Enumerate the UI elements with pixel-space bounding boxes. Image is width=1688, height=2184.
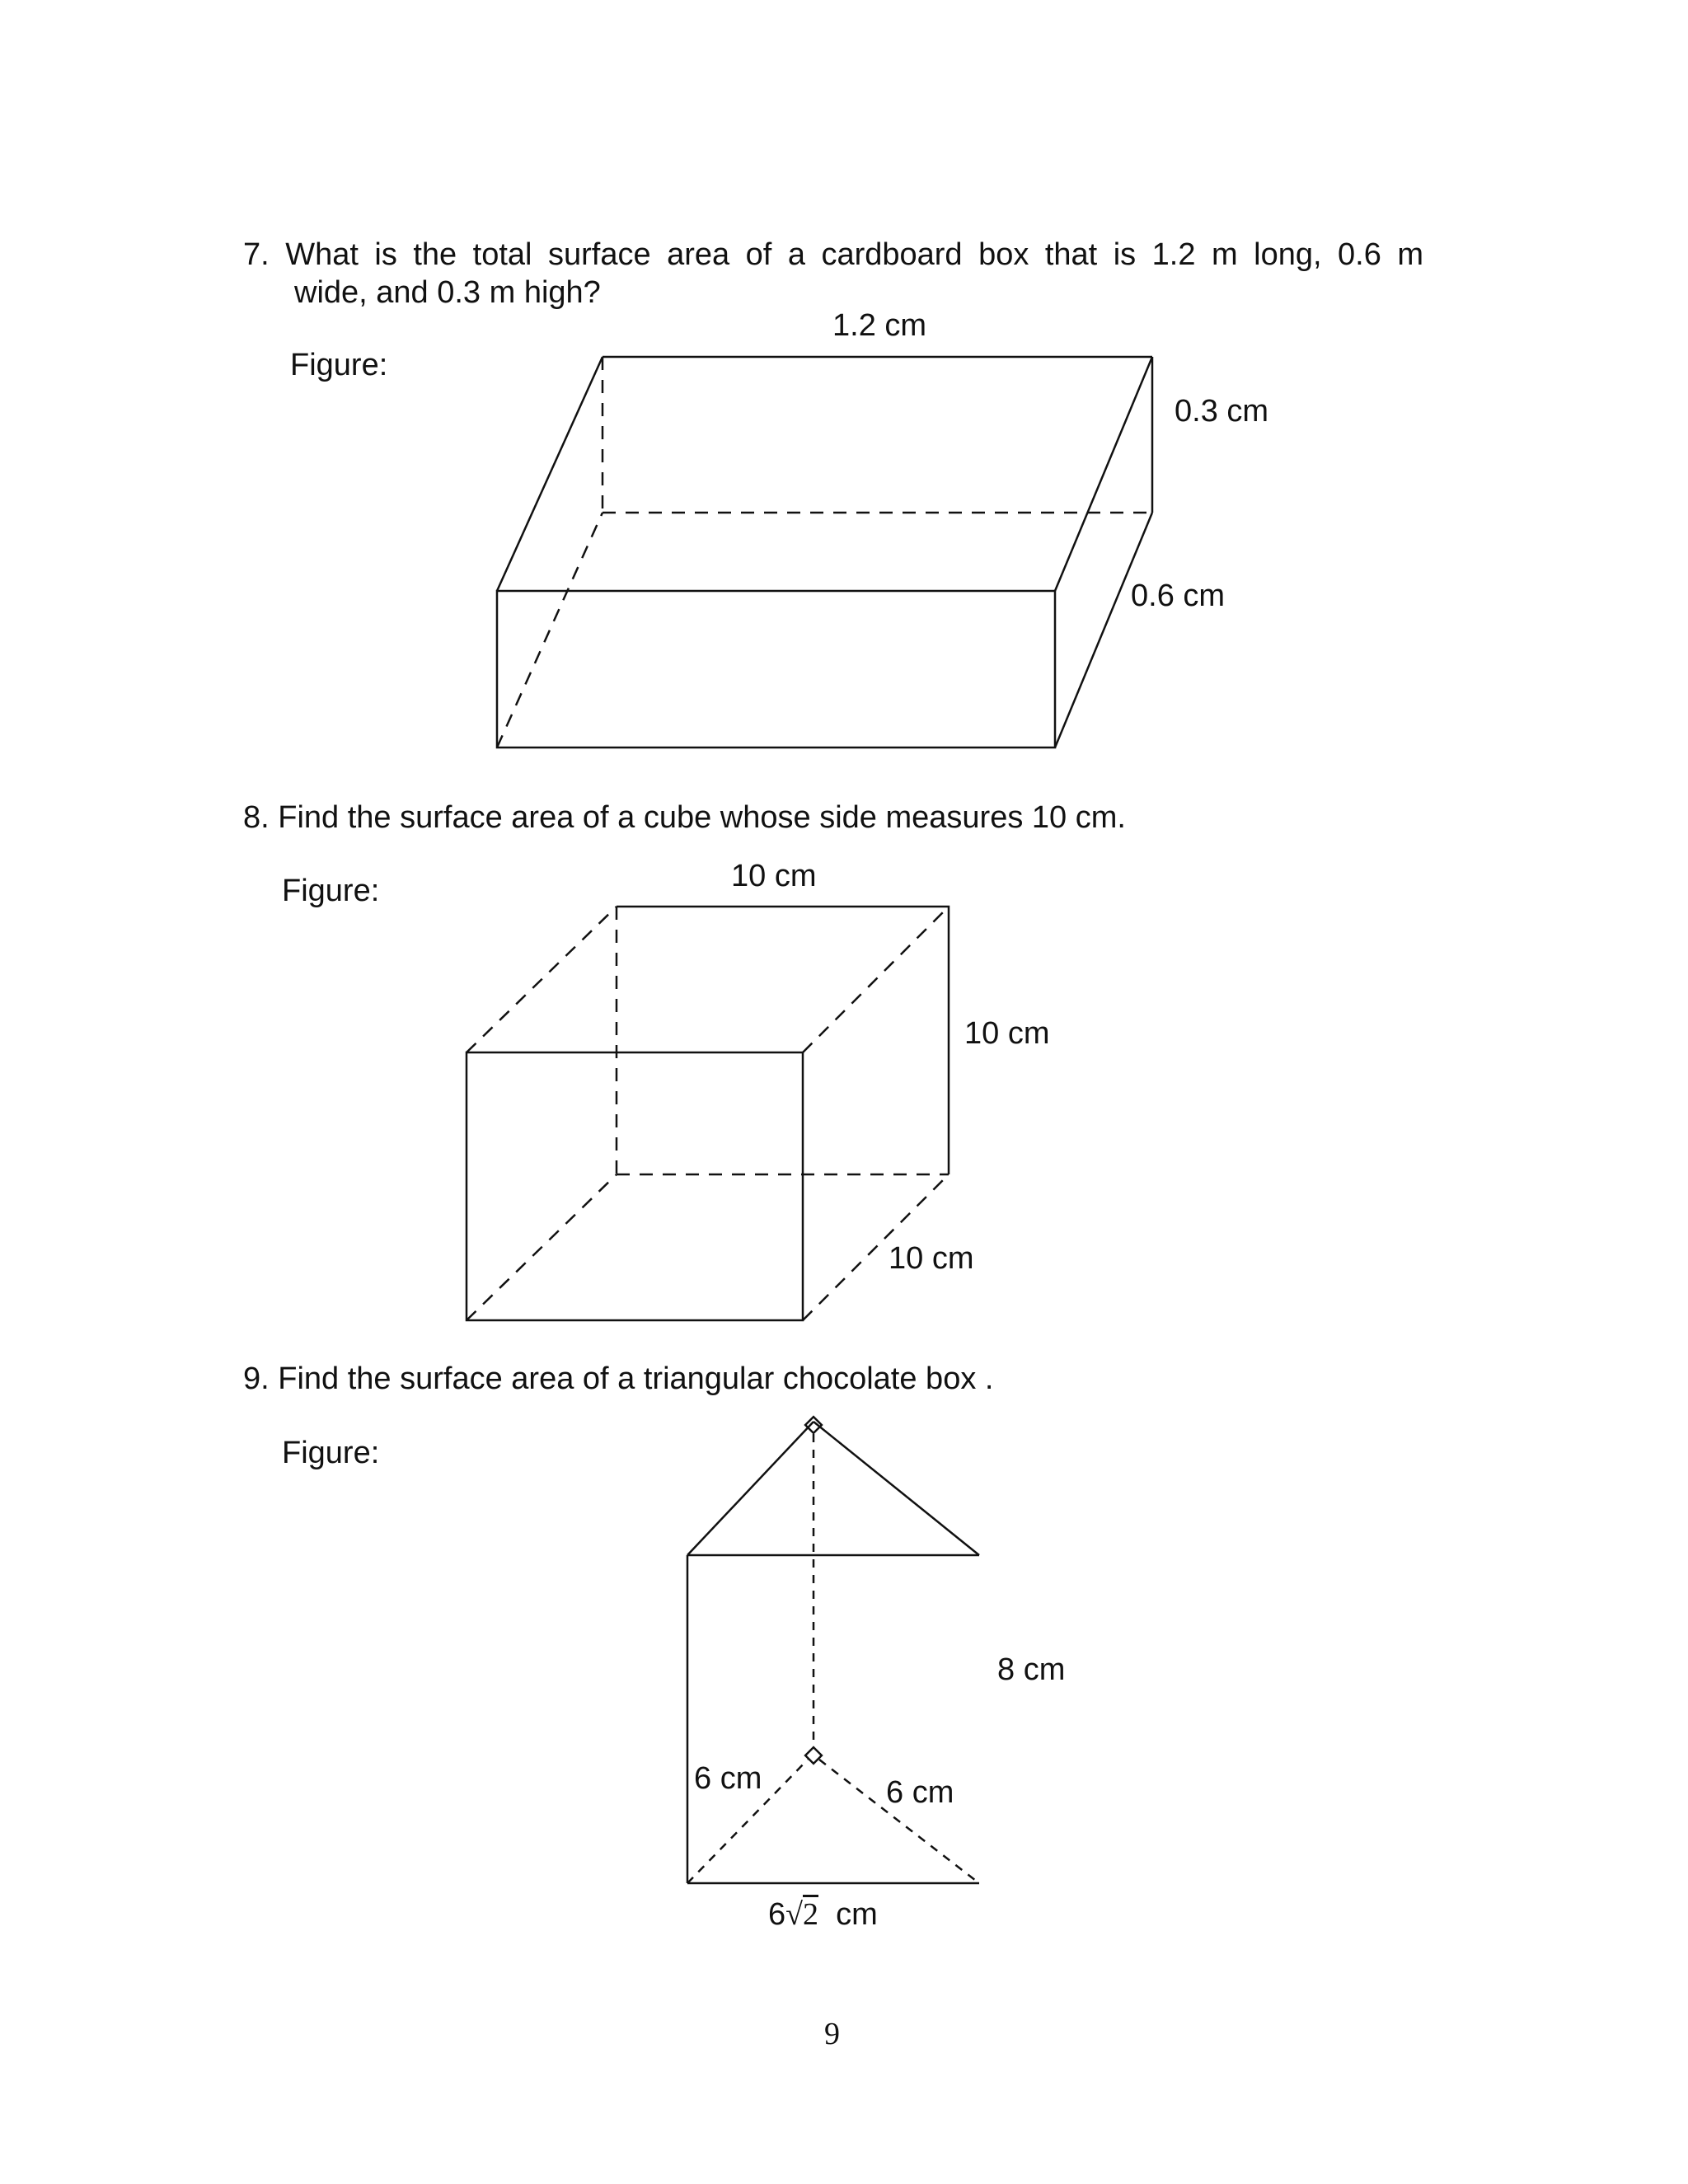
box-edge-top-left <box>497 357 603 591</box>
prism-top-left-edge <box>687 1422 814 1555</box>
question-8-figure-label: Figure: <box>282 874 380 908</box>
cube-back-edges <box>617 907 949 1174</box>
cube-depth-label: 10 cm <box>889 1241 974 1276</box>
cube-top-label: 10 cm <box>731 859 817 893</box>
box-height-label: 0.3 cm <box>1175 394 1269 429</box>
question-7-number: 7. <box>243 237 270 272</box>
prism-leg-left-label: 6 cm <box>694 1761 762 1796</box>
question-8-number: 8. <box>243 800 270 835</box>
question-7-text-line2: wide, and 0.3 m high? <box>294 275 601 310</box>
prism-hidden-edges <box>687 1434 979 1883</box>
prism-base-unit: cm <box>836 1897 878 1932</box>
box-length-label: 1.2 cm <box>832 308 927 343</box>
prism-height-label: 8 cm <box>997 1652 1066 1687</box>
prism-base-radicand: 2 <box>803 1897 818 1932</box>
box-front-face <box>497 591 1055 748</box>
cube-right-label: 10 cm <box>964 1016 1050 1051</box>
cube-front-face <box>467 1052 803 1320</box>
cube-hidden-edges <box>467 907 949 1320</box>
box-width-label: 0.6 cm <box>1131 579 1226 613</box>
question-7-text: What is the total surface area of a cardboard box that is 1.2 m long, 0.6 m <box>285 237 1423 272</box>
box-edge-bottom-right <box>1055 513 1152 748</box>
question-9-number: 9. <box>243 1361 270 1396</box>
right-angle-marker-bottom <box>805 1747 822 1764</box>
figure-cube <box>467 907 949 1320</box>
question-9-text: Find the surface area of a triangular chocolate box . <box>278 1361 994 1396</box>
sqrt-symbol: √ <box>785 1897 803 1932</box>
figure-box <box>497 357 1152 748</box>
prism-leg-right-label: 6 cm <box>886 1775 954 1810</box>
prism-top-right-edge <box>814 1422 979 1555</box>
page-number: 9 <box>824 2017 840 2051</box>
question-7-figure-label: Figure: <box>290 348 388 382</box>
box-edge-top-right <box>1055 357 1152 591</box>
question-9-figure-label: Figure: <box>282 1436 380 1470</box>
figure-prism <box>687 1417 979 1883</box>
question-8-text: Find the surface area of a cube whose side measures 10 cm. <box>278 800 1126 835</box>
prism-base-coefficient: 6 <box>768 1897 786 1932</box>
